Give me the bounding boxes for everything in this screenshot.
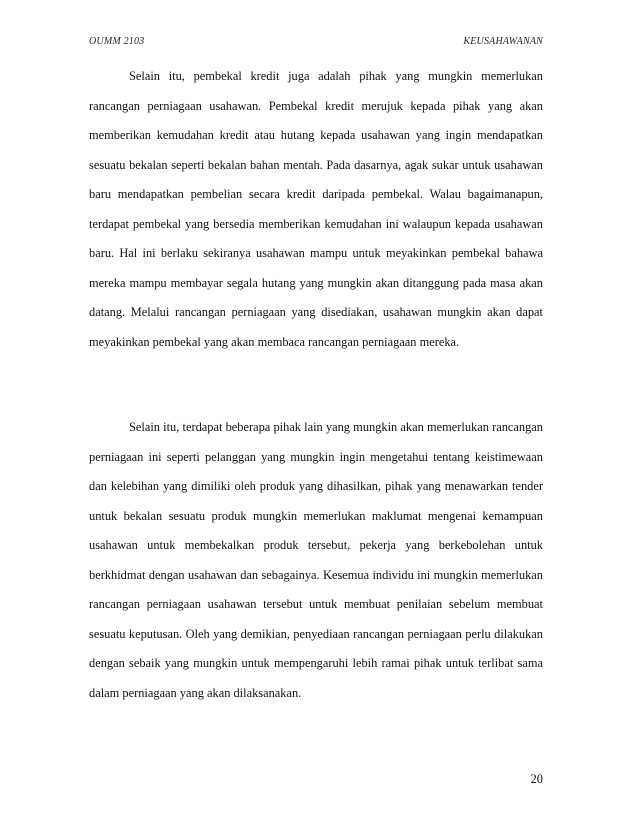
paragraph-1: [89, 62, 543, 357]
paragraph-2: [89, 413, 543, 708]
paragraph-text: Selain itu, pembekal kredit juga adalah pihak yang mungkin memerlukan rancangan perniagaan usahawan. Pembekal kredit merujuk kepada pihak yang akan memberikan kemudahan kredit atau hutang kepada usahawan yang ingin mendapatkan sesuatu bekalan seperti bekalan bahan mentah. Pada dasarnya, agak sukar untuk usahawan baru mendapatkan pembelian secara kredit daripada pembekal. Walau bagaimanapun, terdapat pembekal yang bersedia memberikan kemudahan ini walaupun kepada usahawan baru. Hal ini berlaku sekiranya usahawan mampu untuk meyakinkan pembekal bahawa mereka mampu membayar segala hutang yang mungkin akan ditanggung pada masa akan datang. Melalui rancangan perniagaan yang disediakan, usahawan mungkin akan dapat meyakinkan pembekal yang akan membaca rancangan perniagaan mereka.: [89, 69, 543, 349]
page-number: 20: [530, 772, 543, 786]
course-code: OUMM 2103: [89, 36, 145, 47]
course-title: KEUSAHAWANAN: [463, 36, 543, 47]
running-header: [89, 36, 543, 47]
paragraph-text: Selain itu, terdapat beberapa pihak lain yang mungkin akan memerlukan rancangan perniagaan ini seperti pelanggan yang mungkin ingin mengetahui tentang keistimewaan dan kelebihan yang dimiliki oleh produk yang dihasilkan, pihak yang menawarkan tender untuk bekalan sesuatu produk mungkin memerlukan maklumat mengenai kemampuan usahawan untuk membekalkan produk tersebut, pekerja yang berkebolehan untuk berkhidmat dengan usahawan dan sebagainya. Kesemua individu ini mungkin memerlukan rancangan perniagaan usahawan tersebut untuk membuat penilaian sebelum membuat sesuatu keputusan. Oleh yang demikian, penyediaan rancangan perniagaan perlu dilakukan dengan sebaik yang mungkin untuk mempengaruhi lebih ramai pihak untuk terlibat sama dalam perniagaan yang akan dilaksanakan.: [89, 420, 543, 700]
